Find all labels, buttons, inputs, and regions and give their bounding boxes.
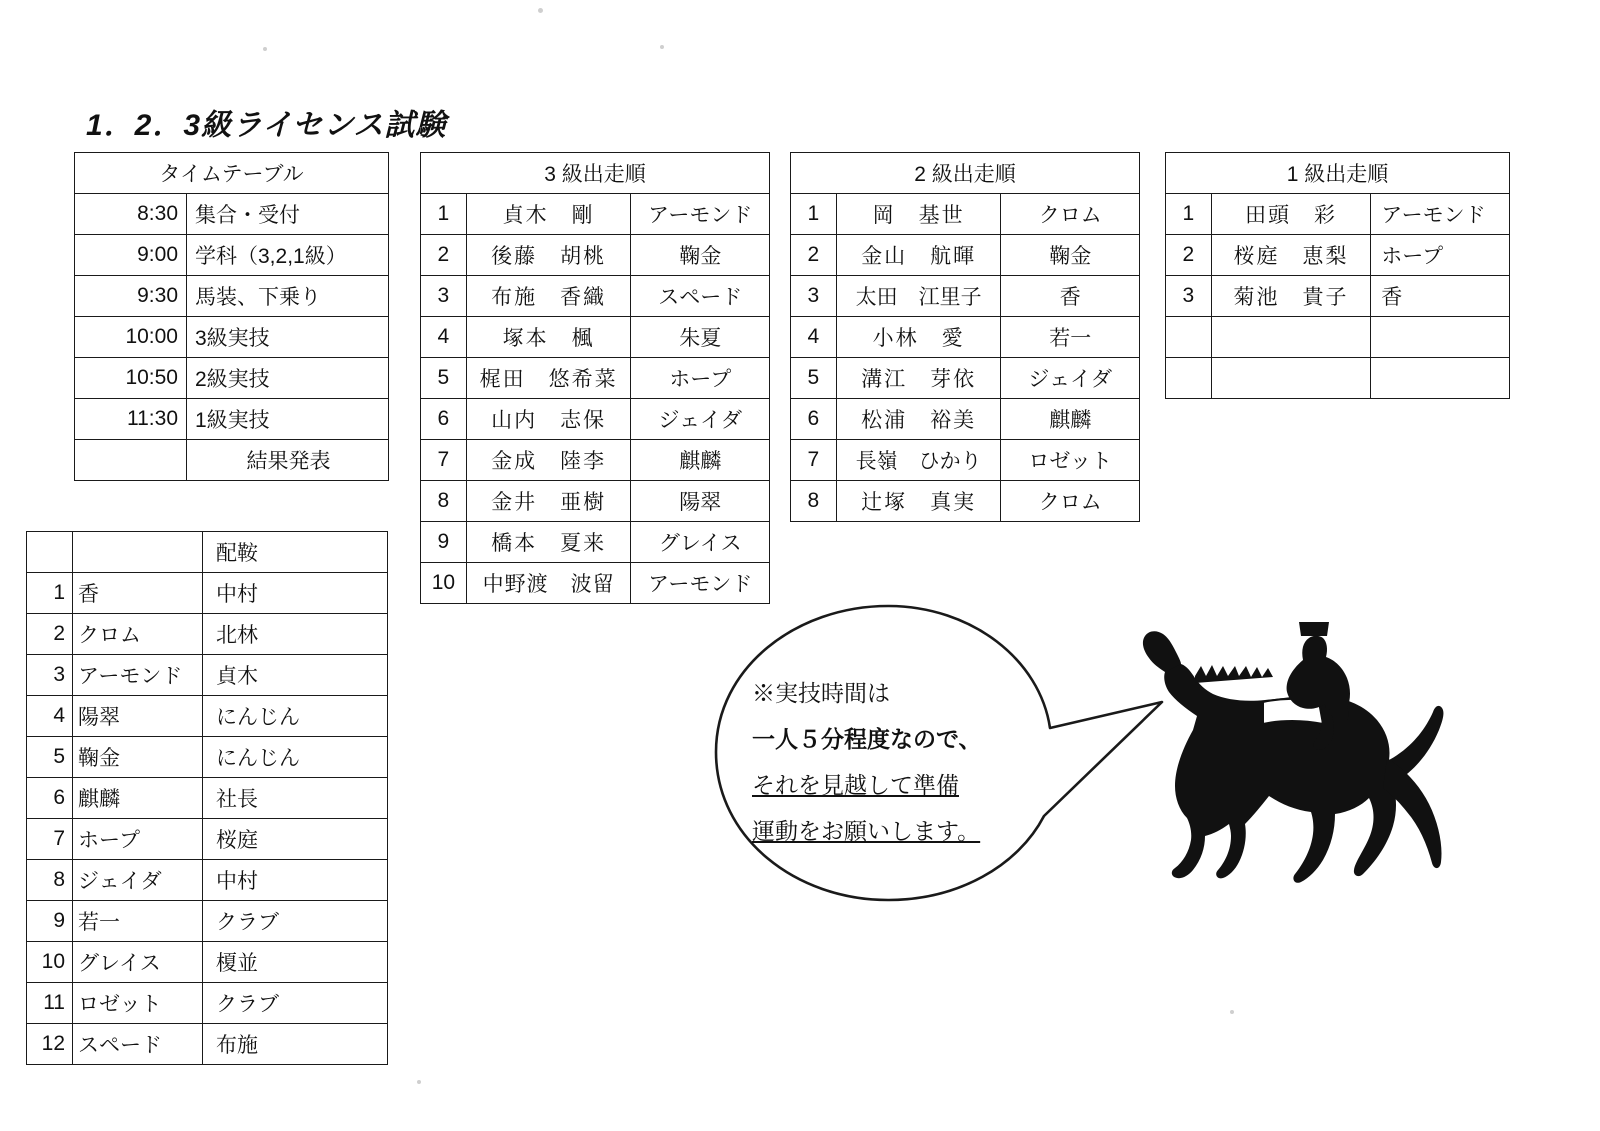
- rider-name: 橋本 夏来: [466, 522, 631, 563]
- horse-name: [1371, 317, 1510, 358]
- note-line-4: 運動をお願いします。: [752, 818, 981, 844]
- haian-horse: ホープ: [73, 819, 203, 860]
- table-row: [791, 194, 1140, 235]
- haian-horse: 陽翠: [73, 696, 203, 737]
- order-no: 3: [421, 276, 467, 317]
- table-row: [791, 276, 1140, 317]
- timetable-time: 8:30: [75, 194, 187, 235]
- table-row: [421, 563, 770, 604]
- haian-no: 8: [27, 860, 73, 901]
- order-no: 5: [421, 358, 467, 399]
- haian-header-horse: [73, 532, 203, 573]
- class2-header: 2 級出走順: [791, 153, 1140, 194]
- horse-name: 陽翠: [631, 481, 770, 522]
- order-no: 3: [1166, 276, 1212, 317]
- table-row: [791, 358, 1140, 399]
- table-row: [27, 942, 388, 983]
- table-row: [75, 276, 389, 317]
- class2-start-order-table: [790, 152, 1140, 522]
- timetable-time: 11:30: [75, 399, 187, 440]
- table-row: [1166, 358, 1510, 399]
- table-row: [75, 399, 389, 440]
- scan-speckle: [1230, 1010, 1234, 1014]
- note-line-2: 一人５分程度なので、: [752, 726, 982, 752]
- timetable: [74, 152, 389, 481]
- table-row: [27, 696, 388, 737]
- haian-header-no: [27, 532, 73, 573]
- table-row: [1166, 153, 1510, 194]
- horse-name: 香: [1371, 276, 1510, 317]
- rider-name: 菊池 貴子: [1211, 276, 1371, 317]
- order-no: 8: [791, 481, 837, 522]
- table-row: [1166, 317, 1510, 358]
- rider-name: 梶田 悠希菜: [466, 358, 631, 399]
- table-row: [75, 440, 389, 481]
- table-row: [791, 440, 1140, 481]
- timetable-event: 1級実技: [187, 399, 389, 440]
- haian-horse: ロゼット: [73, 983, 203, 1024]
- scan-speckle: [538, 8, 543, 13]
- table-row: [75, 194, 389, 235]
- timetable-event: 2級実技: [187, 358, 389, 399]
- table-row: [1166, 276, 1510, 317]
- horse-name: ロゼット: [1001, 440, 1140, 481]
- horse-name: 麒麟: [631, 440, 770, 481]
- table-row: [27, 1024, 388, 1065]
- timetable-time: 10:00: [75, 317, 187, 358]
- order-no: 10: [421, 563, 467, 604]
- horse-name: 若一: [1001, 317, 1140, 358]
- horse-name: アーモンド: [631, 194, 770, 235]
- haian-horse: 若一: [73, 901, 203, 942]
- table-row: [27, 573, 388, 614]
- horse-name: クロム: [1001, 194, 1140, 235]
- rider-name: 辻塚 真実: [836, 481, 1001, 522]
- order-no: 4: [791, 317, 837, 358]
- horse-assignment-table: [26, 531, 388, 1065]
- haian-horse: クロム: [73, 614, 203, 655]
- table-row: [75, 235, 389, 276]
- table-row: [27, 819, 388, 860]
- order-no: 1: [791, 194, 837, 235]
- rider-name: 貞木 剛: [466, 194, 631, 235]
- horse-name: ホープ: [631, 358, 770, 399]
- class3-header: 3 級出走順: [421, 153, 770, 194]
- rider-name: 金井 亜樹: [466, 481, 631, 522]
- haian-no: 3: [27, 655, 73, 696]
- haian-person: 北林: [203, 614, 388, 655]
- haian-person: 布施: [203, 1024, 388, 1065]
- haian-no: 10: [27, 942, 73, 983]
- haian-person: 榎並: [203, 942, 388, 983]
- table-row: [421, 399, 770, 440]
- horse-name: [1371, 358, 1510, 399]
- haian-person: にんじん: [203, 696, 388, 737]
- haian-horse: アーモンド: [73, 655, 203, 696]
- order-no: 9: [421, 522, 467, 563]
- rider-name: 金山 航暉: [836, 235, 1001, 276]
- rider-name: 桜庭 恵梨: [1211, 235, 1371, 276]
- table-row: [421, 440, 770, 481]
- haian-horse: 麒麟: [73, 778, 203, 819]
- order-no: 2: [1166, 235, 1212, 276]
- order-no: 6: [791, 399, 837, 440]
- table-row: [791, 399, 1140, 440]
- table-row: [27, 532, 388, 573]
- timetable-event: 結果発表: [187, 440, 389, 481]
- table-row: [421, 153, 770, 194]
- horse-name: アーモンド: [1371, 194, 1510, 235]
- table-row: [791, 153, 1140, 194]
- note-text: [752, 670, 1052, 854]
- rider-name: [1211, 317, 1371, 358]
- order-no: 7: [791, 440, 837, 481]
- table-row: [791, 481, 1140, 522]
- horse-name: ジェイダ: [1001, 358, 1140, 399]
- timetable-event: 学科（3,2,1級）: [187, 235, 389, 276]
- haian-no: 4: [27, 696, 73, 737]
- timetable-time: [75, 440, 187, 481]
- rider-name: [1211, 358, 1371, 399]
- rider-name: 溝江 芽依: [836, 358, 1001, 399]
- table-row: [27, 901, 388, 942]
- table-row: [421, 481, 770, 522]
- table-row: [421, 194, 770, 235]
- order-no: 6: [421, 399, 467, 440]
- haian-no: 1: [27, 573, 73, 614]
- haian-person: 中村: [203, 573, 388, 614]
- order-no: 3: [791, 276, 837, 317]
- horse-name: スペード: [631, 276, 770, 317]
- haian-horse: 香: [73, 573, 203, 614]
- horse-name: ジェイダ: [631, 399, 770, 440]
- rider-name: 金成 陸李: [466, 440, 631, 481]
- timetable-event: 馬装、下乗り: [187, 276, 389, 317]
- note-line-3: それを見越して準備: [752, 772, 959, 798]
- horse-name: グレイス: [631, 522, 770, 563]
- rider-name: 長嶺 ひかり: [836, 440, 1001, 481]
- rider-name: 後藤 胡桃: [466, 235, 631, 276]
- order-no: 2: [421, 235, 467, 276]
- scan-speckle: [263, 47, 267, 51]
- table-row: [421, 317, 770, 358]
- haian-header-person: 配鞍: [203, 532, 388, 573]
- table-row: [421, 235, 770, 276]
- note-callout: [700, 600, 1170, 960]
- table-row: [421, 522, 770, 563]
- note-line-1: ※実技時間は: [752, 680, 890, 706]
- haian-no: 6: [27, 778, 73, 819]
- timetable-event: 集合・受付: [187, 194, 389, 235]
- table-row: [27, 860, 388, 901]
- order-no: 8: [421, 481, 467, 522]
- haian-person: 社長: [203, 778, 388, 819]
- order-no: 1: [421, 194, 467, 235]
- haian-horse: ジェイダ: [73, 860, 203, 901]
- table-row: [1166, 235, 1510, 276]
- haian-person: 貞木: [203, 655, 388, 696]
- table-row: [75, 153, 389, 194]
- horse-name: 鞠金: [631, 235, 770, 276]
- haian-horse: 鞠金: [73, 737, 203, 778]
- rider-name: 太田 江里子: [836, 276, 1001, 317]
- order-no: 4: [421, 317, 467, 358]
- timetable-time: 9:30: [75, 276, 187, 317]
- dressage-horse-rider-icon: [1135, 620, 1465, 920]
- haian-horse: スペード: [73, 1024, 203, 1065]
- timetable-event: 3級実技: [187, 317, 389, 358]
- table-row: [27, 778, 388, 819]
- class1-start-order-table: [1165, 152, 1510, 399]
- haian-person: クラブ: [203, 983, 388, 1024]
- haian-no: 7: [27, 819, 73, 860]
- rider-name: 田頭 彩: [1211, 194, 1371, 235]
- horse-name: ホープ: [1371, 235, 1510, 276]
- table-row: [421, 358, 770, 399]
- table-row: [791, 235, 1140, 276]
- rider-name: 山内 志保: [466, 399, 631, 440]
- haian-no: 5: [27, 737, 73, 778]
- haian-person: 中村: [203, 860, 388, 901]
- table-row: [27, 614, 388, 655]
- table-row: [27, 655, 388, 696]
- haian-person: にんじん: [203, 737, 388, 778]
- horse-name: 鞠金: [1001, 235, 1140, 276]
- table-row: [421, 276, 770, 317]
- haian-no: 11: [27, 983, 73, 1024]
- order-no: [1166, 317, 1212, 358]
- timetable-header: タイムテーブル: [75, 153, 389, 194]
- horse-name: 香: [1001, 276, 1140, 317]
- haian-no: 2: [27, 614, 73, 655]
- rider-name: 布施 香織: [466, 276, 631, 317]
- timetable-time: 9:00: [75, 235, 187, 276]
- table-row: [27, 983, 388, 1024]
- horse-name: 朱夏: [631, 317, 770, 358]
- horse-name: アーモンド: [631, 563, 770, 604]
- haian-no: 9: [27, 901, 73, 942]
- table-row: [75, 317, 389, 358]
- rider-name: 松浦 裕美: [836, 399, 1001, 440]
- timetable-time: 10:50: [75, 358, 187, 399]
- rider-name: 塚本 楓: [466, 317, 631, 358]
- rider-name: 中野渡 波留: [466, 563, 631, 604]
- scan-speckle: [417, 1080, 421, 1084]
- rider-name: 岡 基世: [836, 194, 1001, 235]
- table-row: [75, 358, 389, 399]
- haian-no: 12: [27, 1024, 73, 1065]
- haian-person: クラブ: [203, 901, 388, 942]
- order-no: 2: [791, 235, 837, 276]
- order-no: 1: [1166, 194, 1212, 235]
- order-no: 7: [421, 440, 467, 481]
- haian-person: 桜庭: [203, 819, 388, 860]
- table-row: [1166, 194, 1510, 235]
- haian-horse: グレイス: [73, 942, 203, 983]
- order-no: [1166, 358, 1212, 399]
- class3-start-order-table: [420, 152, 770, 604]
- class1-header: 1 級出走順: [1166, 153, 1510, 194]
- scan-speckle: [660, 45, 664, 49]
- table-row: [791, 317, 1140, 358]
- horse-name: 麒麟: [1001, 399, 1140, 440]
- horse-name: クロム: [1001, 481, 1140, 522]
- order-no: 5: [791, 358, 837, 399]
- page-title: 1．2．3級ライセンス試験: [86, 109, 447, 142]
- table-row: [27, 737, 388, 778]
- rider-name: 小林 愛: [836, 317, 1001, 358]
